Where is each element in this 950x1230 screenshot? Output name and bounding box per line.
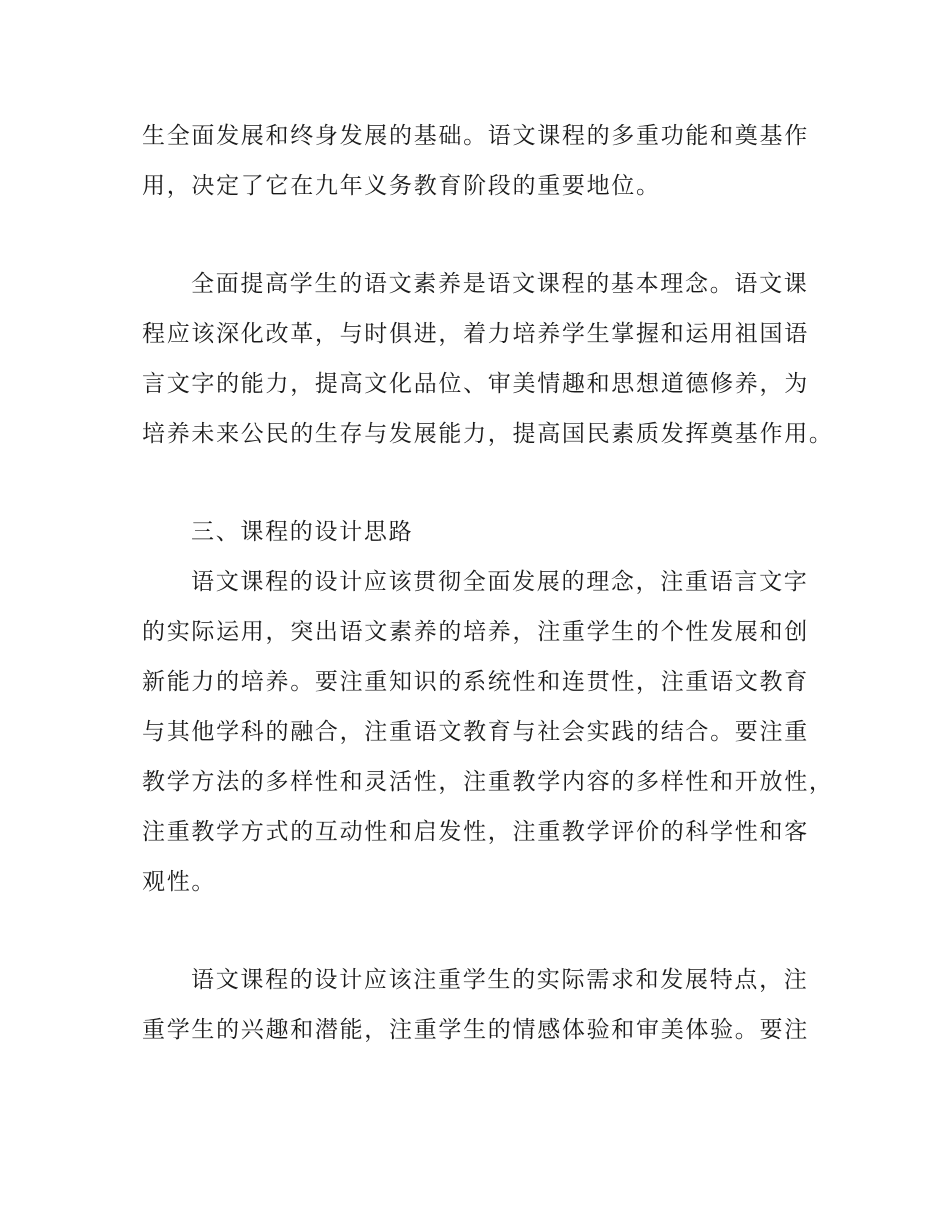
paragraph-3-line-5: 教学方法的多样性和灵活性，注重教学内容的多样性和开放性，	[142, 769, 834, 795]
section-heading: 三、课程的设计思路	[191, 519, 414, 545]
paragraph-3-line-2: 的实际运用，突出语文素养的培养，注重学生的个性发展和创	[142, 619, 809, 645]
paragraph-4-line-2: 重学生的兴趣和潜能，注重学生的情感体验和审美体验。要注	[142, 1017, 809, 1043]
paragraph-3-line-3: 新能力的培养。要注重知识的系统性和连贯性，注重语文教育	[142, 669, 809, 695]
paragraph-2-line-3: 言文字的能力，提高文化品位、审美情趣和思想道德修养，为	[142, 371, 809, 397]
paragraph-4-line-1: 语文课程的设计应该注重学生的实际需求和发展特点，注	[191, 967, 809, 993]
paragraph-3-line-7: 观性。	[142, 869, 217, 895]
paragraph-1-line-2: 用，决定了它在九年义务教育阶段的重要地位。	[142, 173, 661, 199]
paragraph-2-line-4: 培养未来公民的生存与发展能力，提高国民素质发挥奠基作用。	[142, 421, 834, 447]
paragraph-2-line-1: 全面提高学生的语文素养是语文课程的基本理念。语文课	[191, 271, 809, 297]
paragraph-3-line-6: 注重教学方式的互动性和启发性，注重教学评价的科学性和客	[142, 819, 809, 845]
paragraph-2-line-2: 程应该深化改革，与时俱进，着力培养学生掌握和运用祖国语	[142, 321, 809, 347]
paragraph-1-line-1: 生全面发展和终身发展的基础。语文课程的多重功能和奠基作	[142, 123, 809, 149]
paragraph-3-line-4: 与其他学科的融合，注重语文教育与社会实践的结合。要注重	[142, 719, 809, 745]
paragraph-3-line-1: 语文课程的设计应该贯彻全面发展的理念，注重语言文字	[191, 569, 809, 595]
